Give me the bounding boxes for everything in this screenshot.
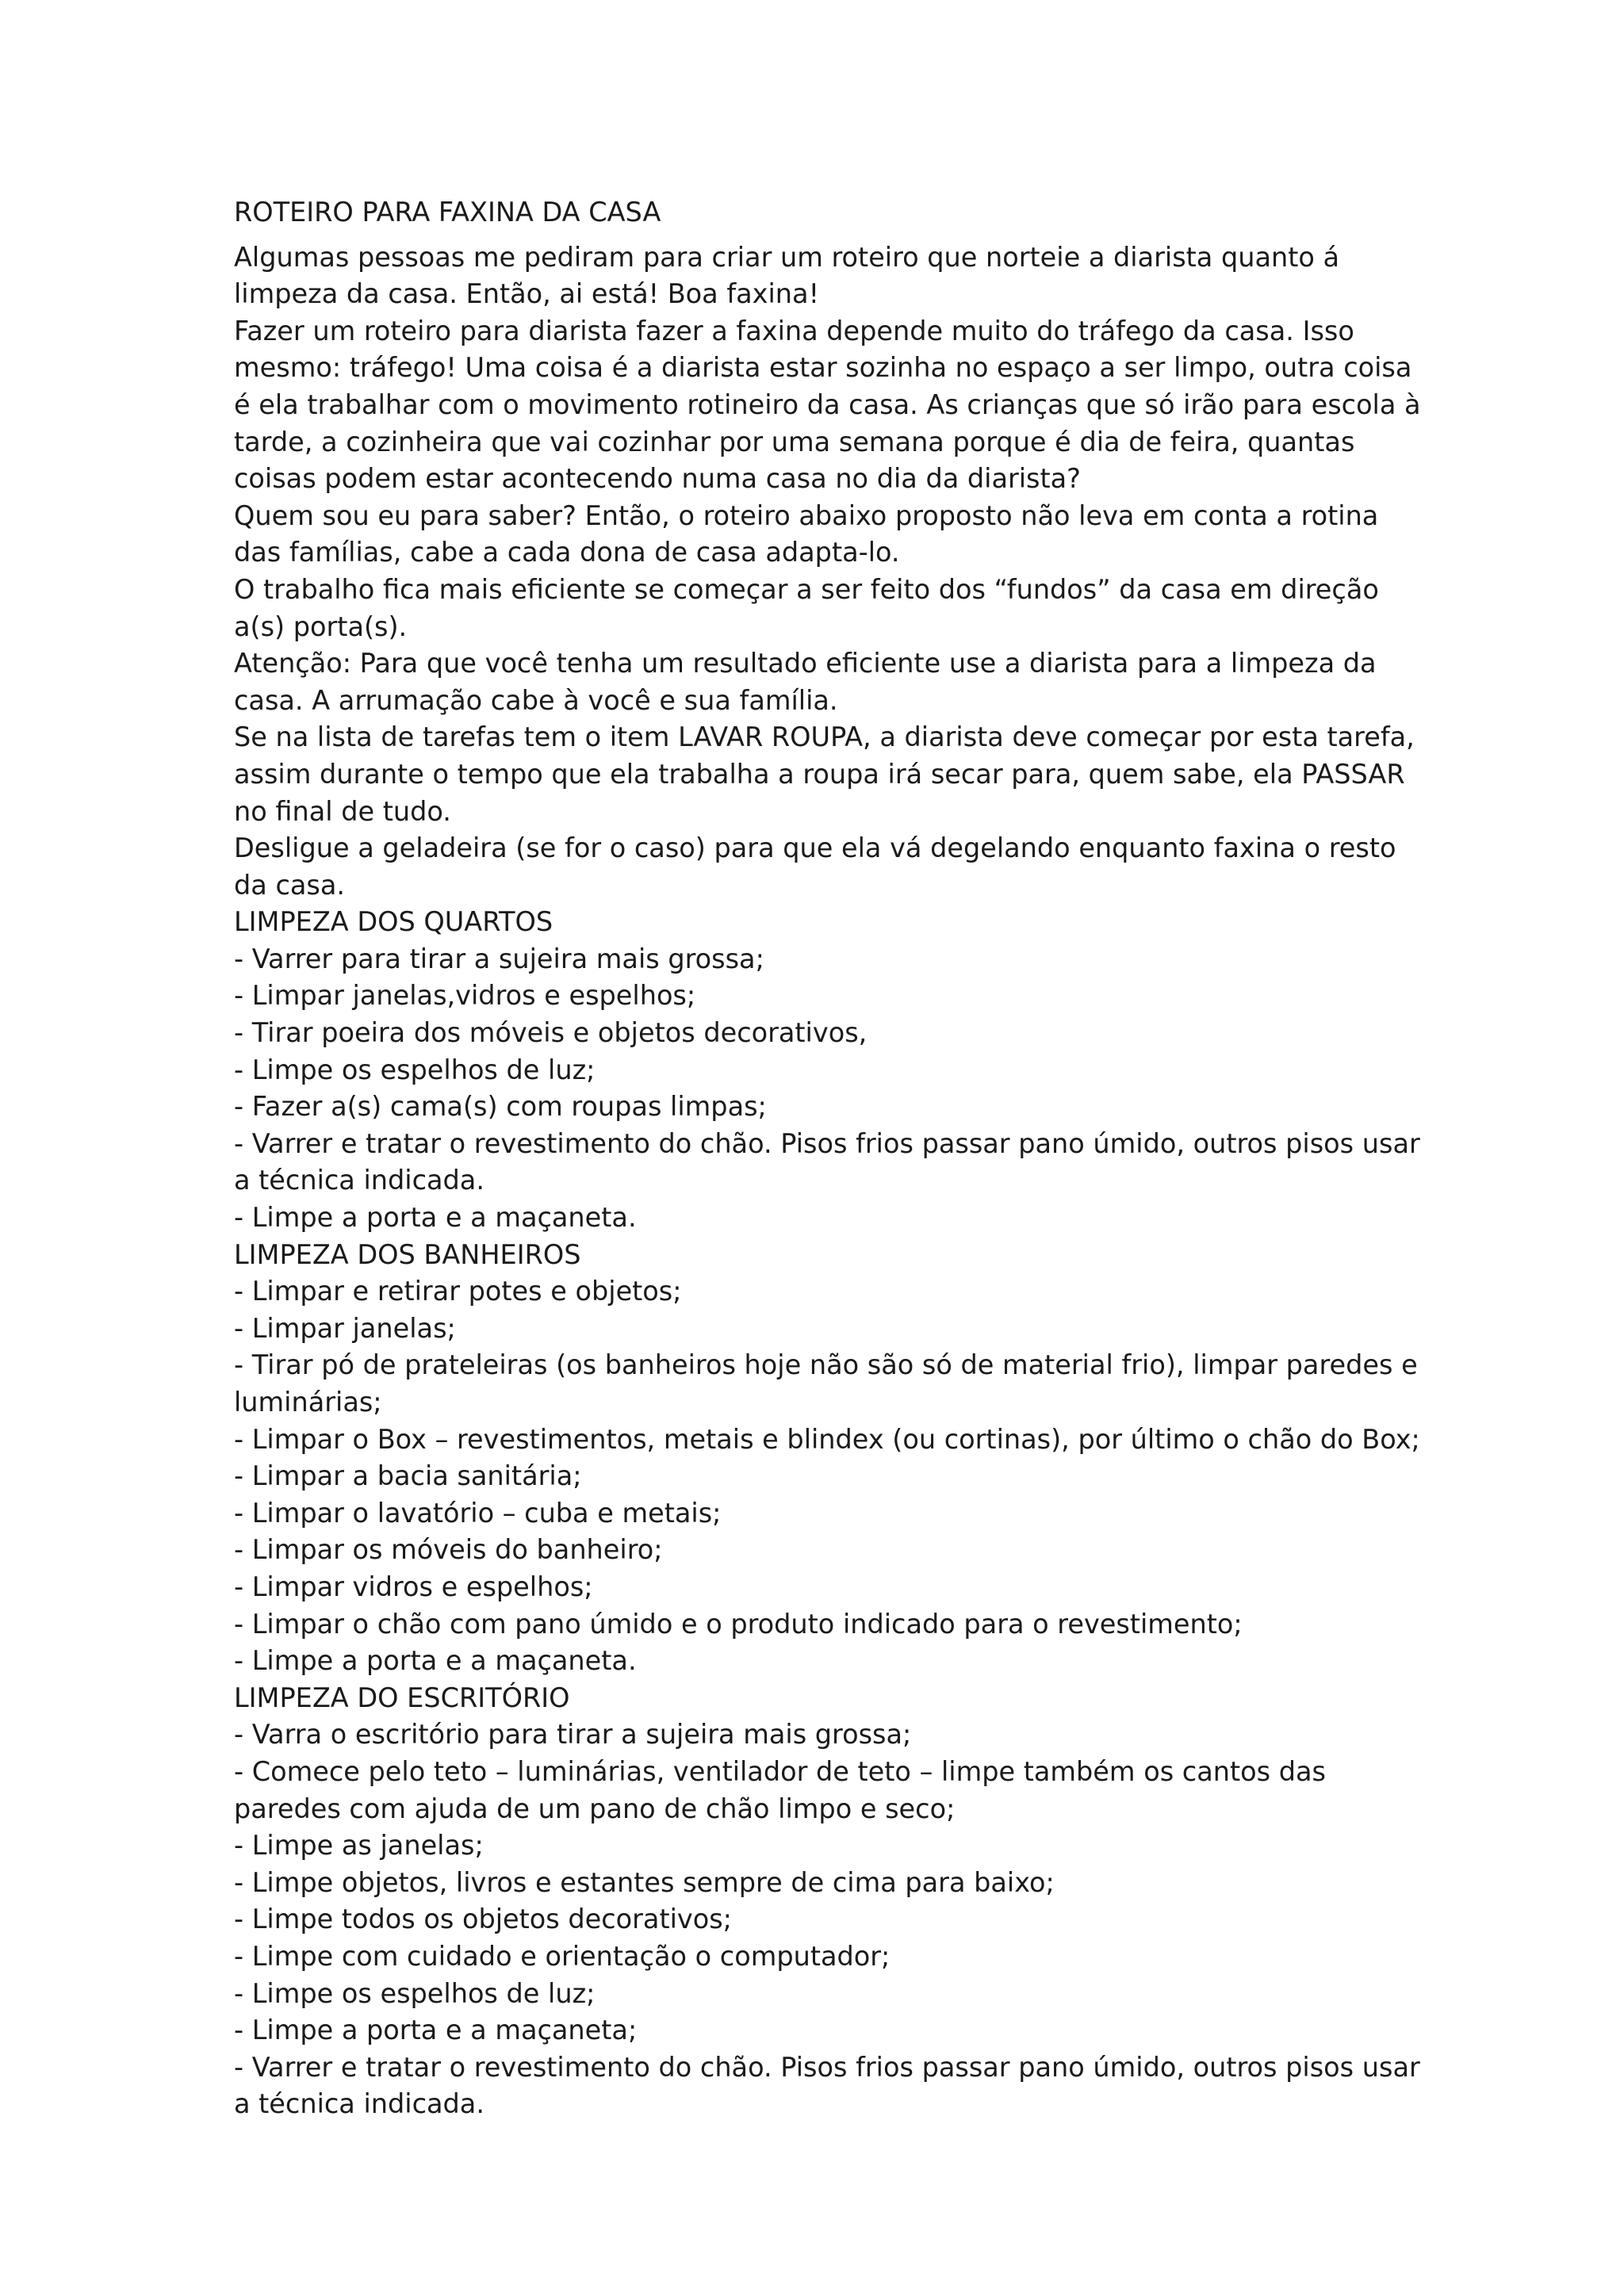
list-item: - Limpar e retirar potes e objetos; (234, 1276, 682, 1307)
paragraph-laundry: Se na lista de tarefas tem o item LAVAR ROUPA, a diarista deve começar por esta tarefa, assim durante o tempo que ela trabalha a roupa irá secar para, quem sabe, ela PASSAR no final de tudo. (234, 721, 1415, 827)
list-item: - Limpar janelas,vidros e espelhos; (234, 980, 696, 1012)
list-item: - Limpe a porta e a maçaneta. (234, 1202, 637, 1234)
list-item: - Limpar o Box – revestimentos, metais e blindex (ou cortinas), por último o chão do Box; (234, 1423, 1420, 1455)
document-title: ROTEIRO PARA FAXINA DA CASA (234, 197, 661, 228)
section-heading-escritorio: LIMPEZA DO ESCRITÓRIO (234, 1682, 570, 1713)
list-item: - Limpe os espelhos de luz; (234, 1977, 596, 2009)
list-item: - Limpar janelas; (234, 1312, 456, 1344)
list-item: - Limpar o chão com pano úmido e o produto indicado para o revestimento; (234, 1608, 1243, 1640)
list-item: - Limpar a bacia sanitária; (234, 1460, 582, 1492)
section-heading-banheiros: LIMPEZA DOS BANHEIROS (234, 1238, 581, 1270)
list-item: - Limpe a porta e a maçaneta. (234, 1645, 637, 1677)
list-item: - Comece pelo teto – luminárias, ventilador de teto – limpe também os cantos das paredes com ajuda de um pano de chão limpo e seco; (234, 1755, 1326, 1824)
list-item: - Varrer para tirar a sujeira mais grossa; (234, 943, 764, 974)
list-item: - Tirar pó de prateleiras (os banheiros hoje não são só de material frio), limpar paredes e luminárias; (234, 1349, 1418, 1418)
list-item: - Limpar o lavatório – cuba e metais; (234, 1497, 722, 1529)
list-item: - Limpe objetos, livros e estantes sempre de cima para baixo; (234, 1866, 1055, 1898)
list-item: - Limpe as janelas; (234, 1830, 484, 1862)
list-item: - Limpe a porta e a maçaneta; (234, 2015, 638, 2046)
paragraph-efficiency: O trabalho fica mais eficiente se começar a ser feito dos “fundos” da casa em direção a(s) porta(s). (234, 573, 1379, 642)
list-item: - Limpe todos os objetos decorativos; (234, 1904, 732, 1935)
list-item: - Limpar vidros e espelhos; (234, 1571, 593, 1602)
list-item: - Tirar poeira dos móveis e objetos decorativos, (234, 1017, 868, 1049)
list-item: - Varrer e tratar o revestimento do chão. Pisos frios passar pano úmido, outros pisos usar a técnica indicada. (234, 2051, 1420, 2120)
list-item: - Limpe os espelhos de luz; (234, 1054, 596, 1085)
paragraph-fridge: Desligue a geladeira (se for o caso) para que ela vá degelando enquanto faxina o resto da casa. (234, 832, 1396, 901)
document-body (234, 194, 1423, 2123)
list-item: - Limpe com cuidado e orientação o computador; (234, 1940, 891, 1972)
paragraph-traffic: Fazer um roteiro para diarista fazer a faxina depende muito do tráfego da casa. Isso mesmo: tráfego! Uma coisa é a diarista estar sozinha no espaço a ser limpo, outra coisa é ela trabalhar com o movimento rotineiro da casa. As crianças que só irão para escola à tarde, a cozinheira que vai cozinhar por uma semana porque é dia de feira, quantas coisas podem estar acontecendo numa casa no dia da diarista? (234, 315, 1421, 495)
paragraph-routine: Quem sou eu para saber? Então, o roteiro abaixo proposto não leva em conta a rotina das famílias, cabe a cada dona de casa adapta-lo. (234, 499, 1379, 568)
paragraph-attention: Atenção: Para que você tenha um resultado eficiente use a diarista para a limpeza da casa. A arrumação cabe à você e sua família. (234, 648, 1377, 716)
paragraph-intro: Algumas pessoas me pediram para criar um roteiro que norteie a diarista quanto á limpeza da casa. Então, ai está! Boa faxina! (234, 241, 1340, 310)
section-heading-quartos: LIMPEZA DOS QUARTOS (234, 906, 553, 938)
list-item: - Varrer e tratar o revestimento do chão. Pisos frios passar pano úmido, outros pisos usar a técnica indicada. (234, 1127, 1420, 1196)
list-item: - Limpar os móveis do banheiro; (234, 1534, 663, 1566)
list-item: - Fazer a(s) cama(s) com roupas limpas; (234, 1091, 767, 1123)
list-item: - Varra o escritório para tirar a sujeira mais grossa; (234, 1719, 912, 1751)
